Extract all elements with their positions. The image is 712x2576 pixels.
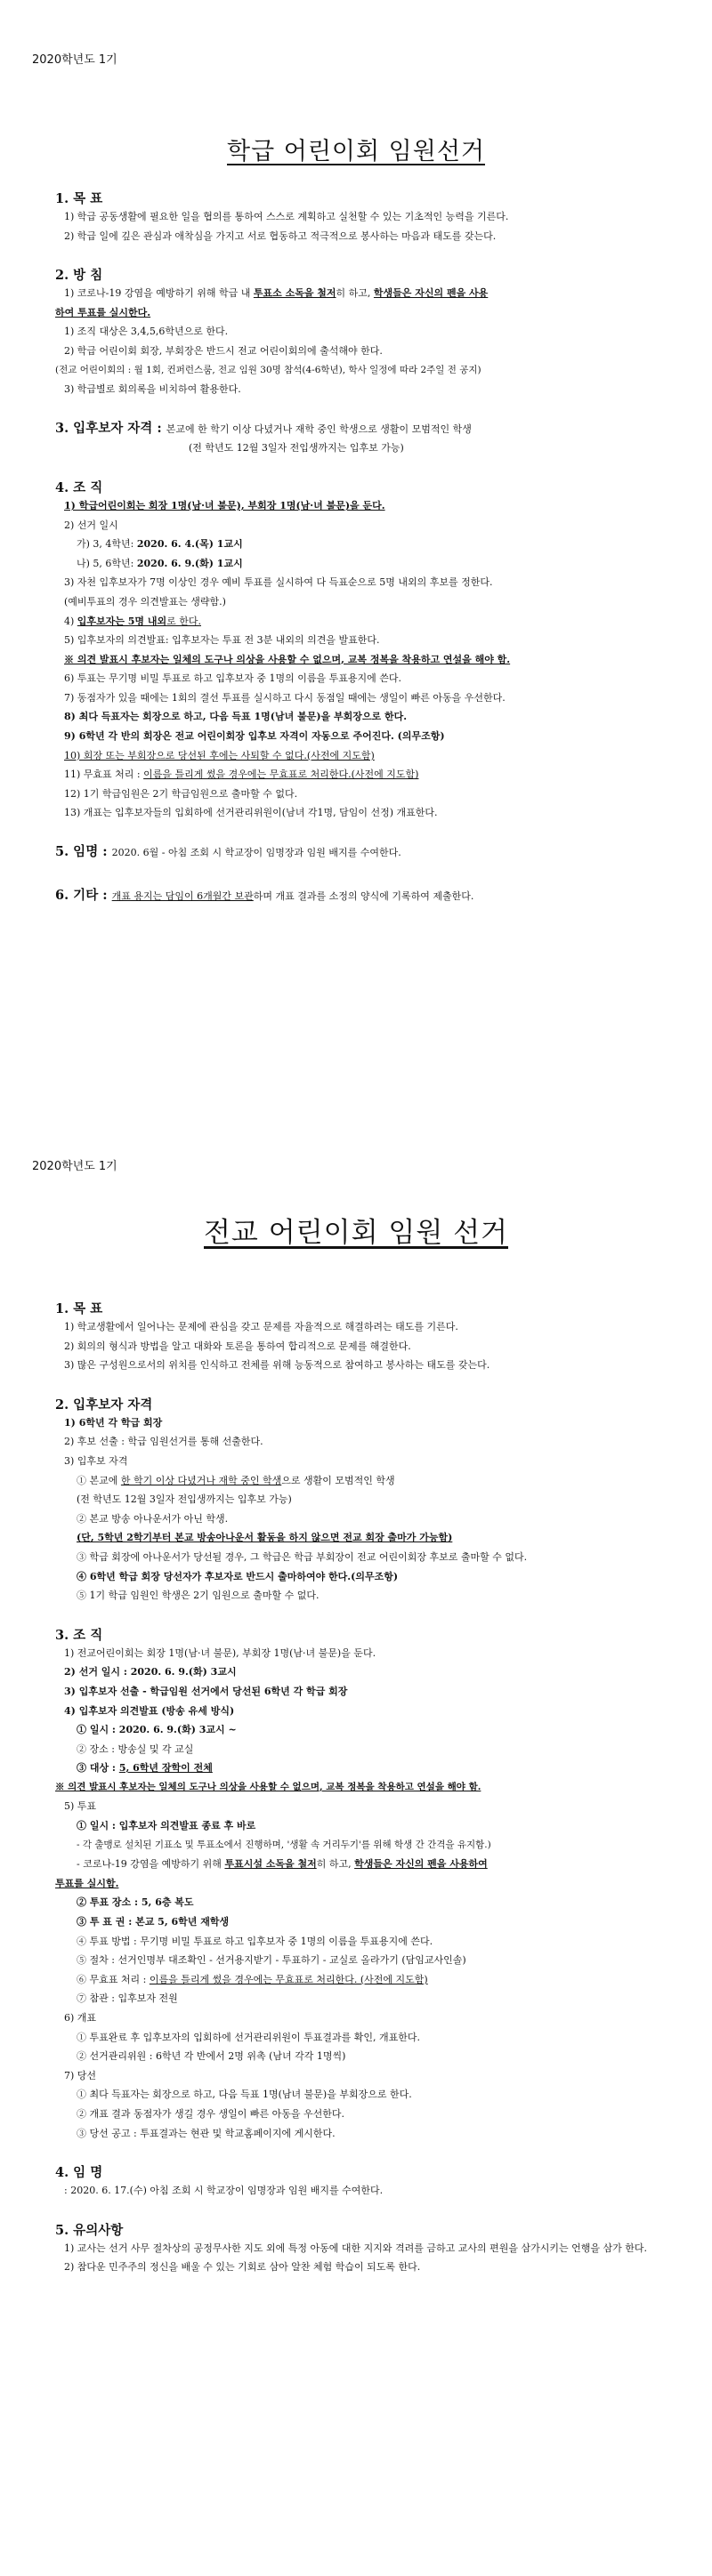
organization-item: 13) 개표는 입후보자들의 입회하에 선거관리위원이(남녀 각1명, 담임이 선정) 개표한다. bbox=[64, 807, 438, 819]
appointment-line bbox=[55, 842, 678, 863]
organization-subitem: ⑤ 절차 : 선거인명부 대조확인 - 선거용지받기 - 투표하기 - 교실로 올라가기 (담임교사인솔) bbox=[77, 1954, 466, 1967]
organization-item: 2) 선거 일시 : 2020. 6. 9.(화) 3교시 bbox=[64, 1666, 237, 1678]
section-heading-eligibility: 3. 입후보자 자격 : bbox=[55, 420, 166, 436]
policy-item: 1) 조직 대상은 3,4,5,6학년으로 한다. bbox=[64, 326, 229, 338]
organization-emphasis: 투표시설 소독을 철저 bbox=[224, 1858, 317, 1871]
organization-subitem: ② 개표 결과 동점자가 생길 경우 생일이 빠른 아동을 우선한다. bbox=[77, 2107, 344, 2120]
policy-emphasis: 하여 투표를 실시한다. bbox=[55, 306, 151, 318]
organization-item: 12) 1기 학급임원은 2기 학급임원으로 출마할 수 없다. bbox=[64, 787, 298, 800]
goal-item: 2) 회의의 형식과 방법을 알고 대화와 토론을 통하여 합리적으로 문제를 해결한다. bbox=[64, 1340, 411, 1352]
organization-subitem bbox=[55, 1759, 678, 1778]
organization-subitem: ④ 투표 방법 : 무기명 비밀 투표로 하고 입후보자 중 1명의 이름을 투표용지에 쓴다. bbox=[77, 1935, 433, 1947]
policy-text: 히 하고, bbox=[336, 287, 374, 300]
organization-item bbox=[55, 765, 678, 785]
organization-item: 10) 회장 또는 부회장으로 당선된 후에는 사퇴할 수 없다.(사전에 지도함) bbox=[64, 749, 375, 761]
eligibility-item: 2) 후보 선출 : 학급 임원선거를 통해 선출한다. bbox=[64, 1436, 263, 1448]
eligibility-note: (단, 5학년 2학기부터 본교 방송아나운서 활동을 하지 않으면 전교 회장 출마가 가능함) bbox=[77, 1532, 453, 1544]
organization-item: 7) 동점자가 있을 때에는 1회의 결선 투표를 실시하고 다시 동점일 때에는 생일이 빠른 아동을 우선한다. bbox=[64, 691, 506, 704]
election-date-item bbox=[55, 535, 678, 554]
organization-emphasis: 입후보자는 5명 내외 bbox=[77, 615, 167, 627]
goal-item: 1) 학교생활에서 일어나는 문제에 관심을 갖고 문제를 자율적으로 해결하려는 태도를 기른다. bbox=[64, 1321, 458, 1332]
eligibility-text: ① 본교에 bbox=[77, 1474, 121, 1486]
all-school-council-election-page bbox=[0, 1110, 712, 2569]
organization-item: 1) 전교어린이회는 회장 1명(남·녀 불문), 부회장 1명(남·녀 불문)을 둔다. bbox=[64, 1646, 376, 1659]
section-heading-goal: 1. 목 표 bbox=[55, 1301, 103, 1316]
appointment-text: : 2020. 6. 17.(수) 아침 조회 시 학교장이 임명장과 임원 배지를 수여한다. bbox=[64, 2185, 384, 2197]
policy-emphasis: 학생들은 자신의 펜을 사용 bbox=[373, 287, 489, 300]
organization-subitem: ② 투표 장소 : 5, 6층 복도 bbox=[77, 1896, 194, 1909]
goal-item: 3) 많은 구성원으로서의 위치를 인식하고 전체를 위해 능동적으로 참여하고 봉사하는 태도를 갖는다. bbox=[64, 1359, 490, 1372]
page-title: 학급 어린이회 임원선거 bbox=[227, 138, 485, 165]
organization-item: 5) 입후보자의 의견발표: 입후보자는 투표 전 3분 내외의 의견을 발표한다. bbox=[64, 634, 380, 647]
organization-subitem: ② 선거관리위원 : 6학년 각 반에서 2명 위촉 (남녀 각각 1명씩) bbox=[77, 2050, 346, 2063]
eligibility-subitem: ② 본교 방송 아나운서가 아닌 학생. bbox=[77, 1512, 229, 1525]
eligibility-subitem: ③ 학급 회장에 아나운서가 당선될 경우, 그 학급은 학급 부회장이 전교 어린이회장 후보로 출마할 수 없다. bbox=[77, 1550, 528, 1563]
eligibility-item: 1) 6학년 각 학급 회장 bbox=[64, 1416, 163, 1429]
eligibility-subitem: ⑤ 1기 학급 임원인 학생은 2기 임원으로 출마할 수 없다. bbox=[77, 1590, 320, 1602]
section-heading-appointment: 4. 임 명 bbox=[55, 2165, 103, 2181]
organization-note: - 각 출맹로 설치된 기표소 및 투표소에서 진행하며, '생활 속 거리두기'를 위해 학생 간 간격을 유지함.) bbox=[77, 1839, 491, 1850]
eligibility-subitem bbox=[55, 1471, 678, 1491]
eligibility-text: 본교에 한 학기 이상 다녔거나 재학 중인 학생으로 생활이 모범적인 학생 bbox=[166, 423, 472, 435]
organization-item: 6) 투표는 무기명 비밀 투표로 하고 입후보자 중 1명의 이름을 투표용지에 쓴다. bbox=[64, 672, 402, 685]
organization-subitem: ② 장소 : 방송실 및 각 교실 bbox=[77, 1743, 194, 1755]
document-body bbox=[55, 1299, 678, 2277]
policy-item: 3) 학급별로 회의록을 비치하여 활용한다. bbox=[64, 383, 241, 396]
organization-subitem: ① 투표완료 후 입후보자의 입회하에 선거관리위원이 투표결과를 확인, 개표한다. bbox=[77, 2031, 420, 2043]
section-heading-organization: 3. 조 직 bbox=[55, 1627, 103, 1643]
organization-item: 4) 입후보자 의견발표 (방송 유세 방식) bbox=[64, 1704, 235, 1717]
organization-emphasis: 이름을 틀리게 썼을 경우에는 무효표로 처리한다.(사전에 지도함) bbox=[143, 769, 419, 781]
organization-warning: ※ 의견 발표시 후보자는 일체의 도구나 의상을 사용할 수 없으며, 교복 정복을 착용하고 연설을 해야 함. bbox=[55, 1781, 481, 1792]
section-heading-goal: 1. 목 표 bbox=[55, 191, 103, 206]
eligibility-note: (전 학년도 12월 3일자 전입생까지는 입후보 가능) bbox=[189, 442, 404, 455]
eligibility-text: 으로 생활이 모범적인 학생 bbox=[281, 1474, 395, 1486]
organization-text: - 코로나-19 강염을 예방하기 위해 bbox=[77, 1858, 225, 1871]
misc-line bbox=[55, 886, 678, 906]
policy-emphasis: 투표소 소독을 철저 bbox=[253, 287, 336, 300]
organization-item: 8) 최다 득표자는 회장으로 하고, 다음 득표 1명(남녀 불문)을 부회장으로 한다. bbox=[64, 711, 408, 723]
organization-subitem: ① 일시 : 입후보자 의견발표 종료 후 바로 bbox=[77, 1820, 256, 1832]
year-label: 2020학년도 1기 bbox=[32, 53, 117, 67]
policy-item: 2) 학급 어린이회 회장, 부회장은 반드시 전교 어린이회의에 출석해야 한다. bbox=[64, 344, 383, 357]
precaution-item: 1) 교사는 선거 사무 절차상의 공정무사한 지도 외에 특정 아동에 대한 지지와 격려를 금하고 교사의 편원을 삼가시키는 언행을 삼가 한다. bbox=[64, 2242, 648, 2254]
section-heading-eligibility: 2. 입후보자 자격 bbox=[55, 1397, 153, 1413]
goal-item: 2) 학급 일에 깊은 관심과 애착심을 가지고 서로 협동하고 적극적으로 봉사하는 마음과 태도를 갖는다. bbox=[64, 229, 497, 242]
organization-item: 1) 학급어린이회는 회장 1명(남·녀 불문), 부회장 1명(남·녀 불문)을 둔다. bbox=[64, 499, 385, 511]
organization-text: 히 하고, bbox=[316, 1858, 355, 1871]
organization-emphasis: 학생들은 자신의 펜을 사용하여 bbox=[354, 1858, 488, 1871]
eligibility-line bbox=[55, 419, 678, 439]
eligibility-subitem: ④ 6학년 학급 회장 당선자가 후보자로 반드시 출마하여야 한다.(의무조항) bbox=[77, 1570, 399, 1582]
organization-text: 11) 무효표 처리 : bbox=[64, 769, 144, 781]
organization-item: 3) 자천 입후보자가 7명 이상인 경우 예비 투표를 실시하여 다 득표순으로 5명 내외의 후보를 정한다. bbox=[64, 576, 493, 589]
organization-item bbox=[55, 612, 678, 632]
election-date: 2020. 6. 9.(화) 1교시 bbox=[136, 557, 243, 569]
organization-subitem bbox=[55, 1970, 678, 1990]
section-heading-misc: 6. 기타 : bbox=[55, 887, 112, 903]
organization-item: 7) 당선 bbox=[64, 2069, 97, 2081]
election-date-item bbox=[55, 554, 678, 574]
organization-emphasis: 투표를 실시함. bbox=[55, 1877, 119, 1889]
organization-item: 9) 6학년 각 반의 회장은 전교 어린이회장 입후보 자격이 자동으로 주어진다. (의무조항) bbox=[64, 730, 445, 743]
page-title: 전교 어린이회 임원 선거 bbox=[203, 1217, 509, 1249]
policy-item bbox=[55, 284, 678, 303]
eligibility-emphasis: 한 학기 이상 다녔거나 재학 중인 학생 bbox=[120, 1474, 282, 1486]
organization-subitem: ③ 투 표 권 : 본교 5, 6학년 재학생 bbox=[77, 1916, 230, 1928]
organization-text: 로 한다. bbox=[166, 615, 201, 627]
organization-item: 5) 투표 bbox=[64, 1800, 97, 1813]
organization-subitem: ① 일시 : 2020. 6. 9.(화) 3교시 ~ bbox=[77, 1724, 237, 1736]
document-body bbox=[55, 189, 678, 906]
section-heading-organization: 4. 조 직 bbox=[55, 479, 103, 495]
election-grade: 나) 5, 6학년: bbox=[77, 557, 137, 569]
class-council-election-page bbox=[0, 0, 712, 1067]
organization-note: (예비투표의 경우 의견발표는 생략함.) bbox=[64, 595, 226, 608]
appointment-text: 2020. 6월 - 아침 조회 시 학교장이 임명장과 임원 배지를 수여한다. bbox=[111, 847, 401, 859]
organization-text: ③ 대상 : bbox=[77, 1762, 119, 1775]
policy-text: 1) 코로나-19 강염을 예방하기 위해 학급 내 bbox=[64, 287, 254, 300]
organization-text: ⑥ 무효표 처리 : bbox=[77, 1973, 150, 1985]
goal-item: 1) 학급 공동생활에 필요한 일을 협의를 통하여 스스로 계획하고 실천할 수 있는 기초적인 능력을 기른다. bbox=[64, 211, 509, 222]
organization-item: 3) 입후보자 선출 - 학급임원 선거에서 당선된 6학년 각 학급 회장 bbox=[64, 1685, 348, 1697]
precaution-item: 2) 참다운 민주주의 정신을 배울 수 있는 기회로 삼아 알찬 체험 학습이 되도록 한다. bbox=[64, 2261, 421, 2274]
organization-subitem: ⑦ 참관 : 입후보자 전원 bbox=[77, 1992, 178, 2005]
section-heading-policy: 2. 방 침 bbox=[55, 268, 103, 284]
organization-emphasis: 5, 6학년 장학이 전체 bbox=[118, 1762, 213, 1775]
misc-text: 하며 개표 결과를 소정의 양식에 기록하여 제출한다. bbox=[253, 890, 474, 902]
organization-item: 2) 선거 일시 bbox=[64, 519, 118, 531]
policy-note: (전교 어린이회의 : 월 1회, 컨퍼런스룸, 전교 임원 30명 참석(4-6학년), 학사 일정에 따라 2주일 전 공지) bbox=[55, 364, 481, 375]
misc-emphasis: 개표 용지는 담임이 6개월간 보관 bbox=[111, 890, 254, 902]
organization-item: 6) 개표 bbox=[64, 2012, 97, 2024]
election-date: 2020. 6. 4.(목) 1교시 bbox=[136, 538, 243, 551]
election-grade: 가) 3, 4학년: bbox=[77, 538, 137, 551]
organization-subitem: ① 최다 득표자는 회장으로 하고, 다음 득표 1명(남녀 불문)을 부회장으로 한다. bbox=[77, 2089, 412, 2101]
eligibility-note: (전 학년도 12월 3일자 전입생까지는 입후보 가능) bbox=[77, 1493, 292, 1506]
section-heading-appointment: 5. 임명 : bbox=[55, 844, 112, 860]
section-heading-precautions: 5. 유의사항 bbox=[55, 2222, 124, 2238]
organization-warning: ※ 의견 발표시 후보자는 일체의 도구나 의상을 사용할 수 없으며, 교복 정복을 착용하고 연설을 해야 함. bbox=[64, 653, 511, 665]
organization-text: 4) bbox=[64, 615, 77, 627]
eligibility-item: 3) 입후보 자격 bbox=[64, 1454, 128, 1467]
organization-note bbox=[55, 1855, 678, 1874]
year-label: 2020학년도 1기 bbox=[32, 1160, 117, 1173]
organization-subitem: ③ 당선 공고 : 투표결과는 현관 및 학교홈페이지에 게시한다. bbox=[77, 2127, 336, 2139]
organization-emphasis: 이름을 틀리게 썼을 경우에는 무효표로 처리한다. (사전에 지도함) bbox=[149, 1973, 428, 1985]
